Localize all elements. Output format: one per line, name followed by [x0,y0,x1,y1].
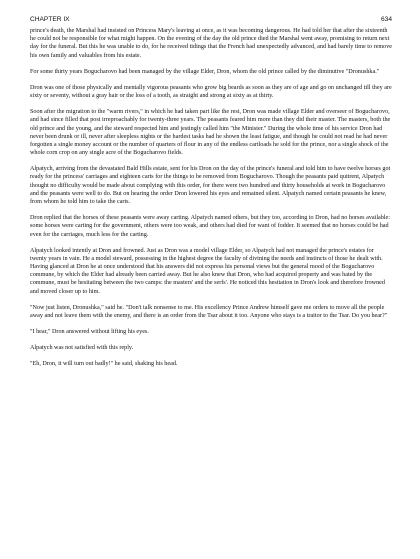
document-body [30,27,392,368]
paragraph: "Eh, Dron, it will turn out badly!" he said, shaking his head. [30,361,178,368]
page-header [30,16,392,24]
page-number: 634 [380,16,392,23]
chapter-title: CHAPTER IX [30,16,70,23]
paragraph: "I hear," Dron answered without lifting his eyes. [30,329,149,336]
paragraph: prince's death, the Marshal had insisted on Princess Mary's leaving at once, as it was becoming dangerous. He had told her that after the sixteenth he could not be responsible for what might happen. On the evening of the day the old prince died the Marshal went away, promising to return next day for the funeral. But this he was unable to do, for he received tidings that the French had unexpectedly advanced, and had barely time to remove his own family and valuables from his estate. [30,28,393,59]
paragraph: Alpatych looked intently at Dron and frowned. Just as Dron was a model village Elder, so Alpatych had not managed the prince's estates for twenty years in vain. He a model steward, possessing in the highest degree the faculty of divining the needs and instincts of those he dealt with. Having glanced at Dron he at once understood that his answers did not express his personal views but the general mood of the Bogucharovo commune, by which the Elder had already been carried away. But he also knew that Dron, who had acquired property and was hated by the commune, must be hesitating between the two camps: the masters' and the serfs'. He noticed this hesitation in Dron's look and therefore frowned and moved closer up to him. [30,247,385,295]
paragraph: For some thirty years Bogucharovo had been managed by the village Elder, Dron, whom the old prince called by the diminutive "Dronushka." [30,68,380,75]
paragraph: Dron was one of those physically and mentally vigorous peasants who grow big beards as soon as they are of age and go on unchanged till they are sixty or seventy, without a gray hair or the loss of a tooth, as straight and strong at sixty as at thirty. [30,84,392,99]
paragraph: Alpatych, arriving from the devastated Bald Hills estate, sent for his Dron on the day of the prince's funeral and told him to have twelve horses got ready for the princess' carriages and eighteen carts for the things to be removed from Bogucharovo. Though the peasants paid quitrent, Alpatych thought no difficulty would be made about complying with this order, for there were two hundred and thirty households at work in Bogucharovo and the peasants were well to do. But on hearing the order Dron lowered his eyes and remained silent. Alpatych named certain peasants he knew, from whom he told him to take the carts. [30,166,391,206]
paragraph: Dron replied that the horses of these peasants were away carting. Alpatych named others, but they too, according to Dron, had no horses available: some horses were carting for the government, others were too weak, and others had died for want of fodder. It seemed that no horses could be had even for the carriages, much less for the carting. [30,215,390,238]
document-page [30,16,392,376]
paragraph: Soon after the migration to the "warm rivers," in which he had taken part like the rest, Dron was made village Elder and overseer of Bogucharovo, and had since filled that post irreproachably for twenty-three years. The peasants feared him more than they did their master. The masters, both the old prince and the young, and the steward respected him and jestingly called him "the Minister." During the whole time of his service Dron had never been drunk or ill, never after sleepless nights or the hardest tasks had he shown the least fatigue, and though he could not read he had never forgotten a single money account or the number of quarters of flour in any of the endless cartloads he sold for the prince, nor a single shock of the whole corn crop on any single acre of the Bogucharovo fields. [30,109,391,157]
paragraph: Alpatych was not satisfied with this reply. [30,345,134,352]
paragraph: "Now just listen, Dronushka," said he. "Don't talk nonsense to me. His excellency Prince Andrew himself gave me orders to move all the people away and not leave them with the enemy, and there is an order from the Tsar about it too. Anyone who stays is a traitor to the Tsar. Do you hear?" [30,304,388,319]
